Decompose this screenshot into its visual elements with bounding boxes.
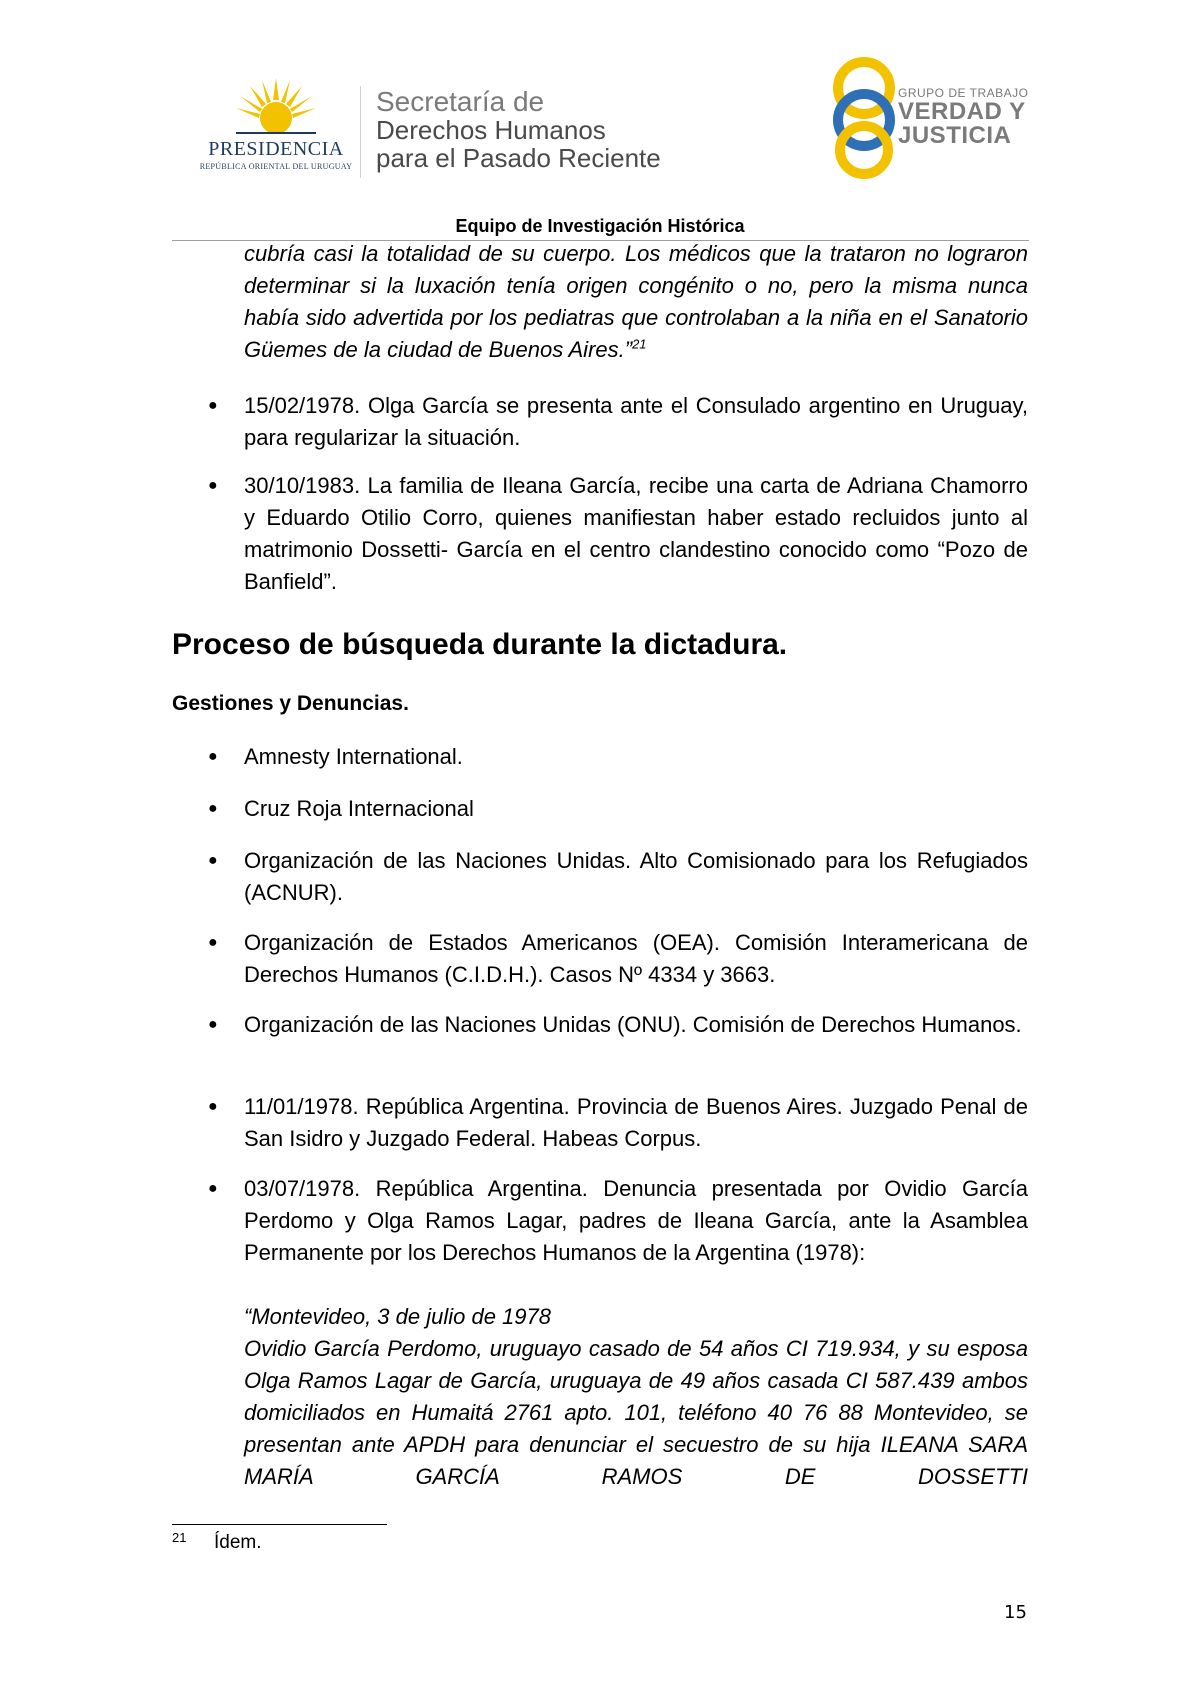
- subsection-title: Gestiones y Denuncias.: [172, 692, 409, 715]
- bullet-icon: ●: [208, 1016, 218, 1033]
- footnote-text: Ídem.: [214, 1532, 262, 1553]
- gt-line-2: VERDAD Y: [898, 98, 1026, 125]
- gestion-item: Organización de las Naciones Unidas. Alto Comisionado para los Refugiados (ACNUR).: [244, 848, 1028, 905]
- intro-quote-text: cubría casi la totalidad de su cuerpo. Los médicos que la trataron no lograron determinar si la luxación tenía origen congénito o no, pero la misma nunca había sido advertida por los pediatras que controlaban a la niña en el Sanatorio Güemes de la ciudad de Buenos Aires.”: [244, 241, 1028, 362]
- footnote-rule: [172, 1524, 387, 1525]
- header-divider: [360, 86, 361, 178]
- secretaria-line-2: Derechos Humanos: [376, 115, 606, 145]
- sun-emblem-icon: [236, 78, 316, 138]
- secretaria-line-3: para el Pasado Reciente: [376, 143, 661, 173]
- gestion-item: 11/01/1978. República Argentina. Provincia de Buenos Aires. Juzgado Penal de San Isidro y Juzgado Federal. Habeas Corpus.: [244, 1094, 1028, 1151]
- footnote-number: 21: [172, 1530, 187, 1545]
- bullet-icon: ●: [208, 1180, 218, 1197]
- gestion-item: Organización de las Naciones Unidas (ONU). Comisión de Derechos Humanos.: [244, 1012, 1022, 1037]
- secretaria-line-1: Secretaría de: [376, 86, 545, 117]
- republica-label: REPÚBLICA ORIENTAL DEL URUGUAY: [199, 162, 353, 171]
- footnote-ref: 21: [632, 336, 647, 352]
- event-item: 30/10/1983. La familia de Ileana García, recibe una carta de Adriana Chamorro y Eduardo Otilio Corro, quienes manifiestan haber estado recluidos junto al matrimonio Dossetti- García en el centro clandestino conocido como “Pozo de Banfield”.: [244, 473, 1028, 594]
- bullet-icon: ●: [208, 852, 218, 869]
- bullet-icon: ●: [208, 397, 218, 414]
- gestion-item: Cruz Roja Internacional: [244, 796, 474, 821]
- page-number: 15: [1004, 1602, 1027, 1623]
- gestion-item: 03/07/1978. República Argentina. Denuncia presentada por Ovidio García Perdomo y Olga Ramos Lagar, padres de Ileana García, ante la Asamblea Permanente por los Derechos Humanos de la Argentina (1978):: [244, 1176, 1028, 1265]
- team-header: Equipo de Investigación Histórica: [455, 216, 745, 236]
- secretaria-logo-text: [376, 88, 661, 172]
- event-item: 15/02/1978. Olga García se presenta ante el Consulado argentino en Uruguay, para regularizar la situación.: [244, 393, 1028, 450]
- denuncia-quote-body: Ovidio García Perdomo, uruguayo casado de 54 años CI 719.934, y su esposa Olga Ramos Lagar de García, uruguaya de 49 años casada CI 587.439 ambos domiciliados en Humaitá 2761 apto. 101, teléfono 40 76 88 Montevideo, se presentan ante APDH para denunciar el secuestro de su hija ILEANA SARA MARÍA GARCÍA RAMOS DE DOSSETTI: [244, 1336, 1028, 1489]
- section-title: Proceso de búsqueda durante la dictadura.: [172, 628, 788, 661]
- presidencia-label: PRESIDENCIA: [208, 138, 344, 160]
- gestion-item: Organización de Estados Americanos (OEA). Comisión Interamericana de Derechos Humanos (C.I.D.H.). Casos Nº 4334 y 3663.: [244, 930, 1028, 987]
- gestion-item: Amnesty International.: [244, 744, 463, 769]
- bullet-icon: ●: [208, 800, 218, 817]
- gt-line-3: JUSTICIA: [898, 122, 1012, 149]
- verdad-justicia-logo-text: [898, 86, 1028, 148]
- intro-quote: [244, 238, 1028, 366]
- presidencia-logo: [196, 78, 356, 178]
- denuncia-quote-date: “Montevideo, 3 de julio de 1978: [244, 1304, 551, 1329]
- bullet-icon: ●: [208, 477, 218, 494]
- bullet-icon: ●: [208, 1098, 218, 1115]
- bullet-icon: ●: [208, 934, 218, 951]
- gt-line-1: GRUPO DE TRABAJO: [898, 86, 1029, 100]
- bullet-icon: ●: [208, 748, 218, 765]
